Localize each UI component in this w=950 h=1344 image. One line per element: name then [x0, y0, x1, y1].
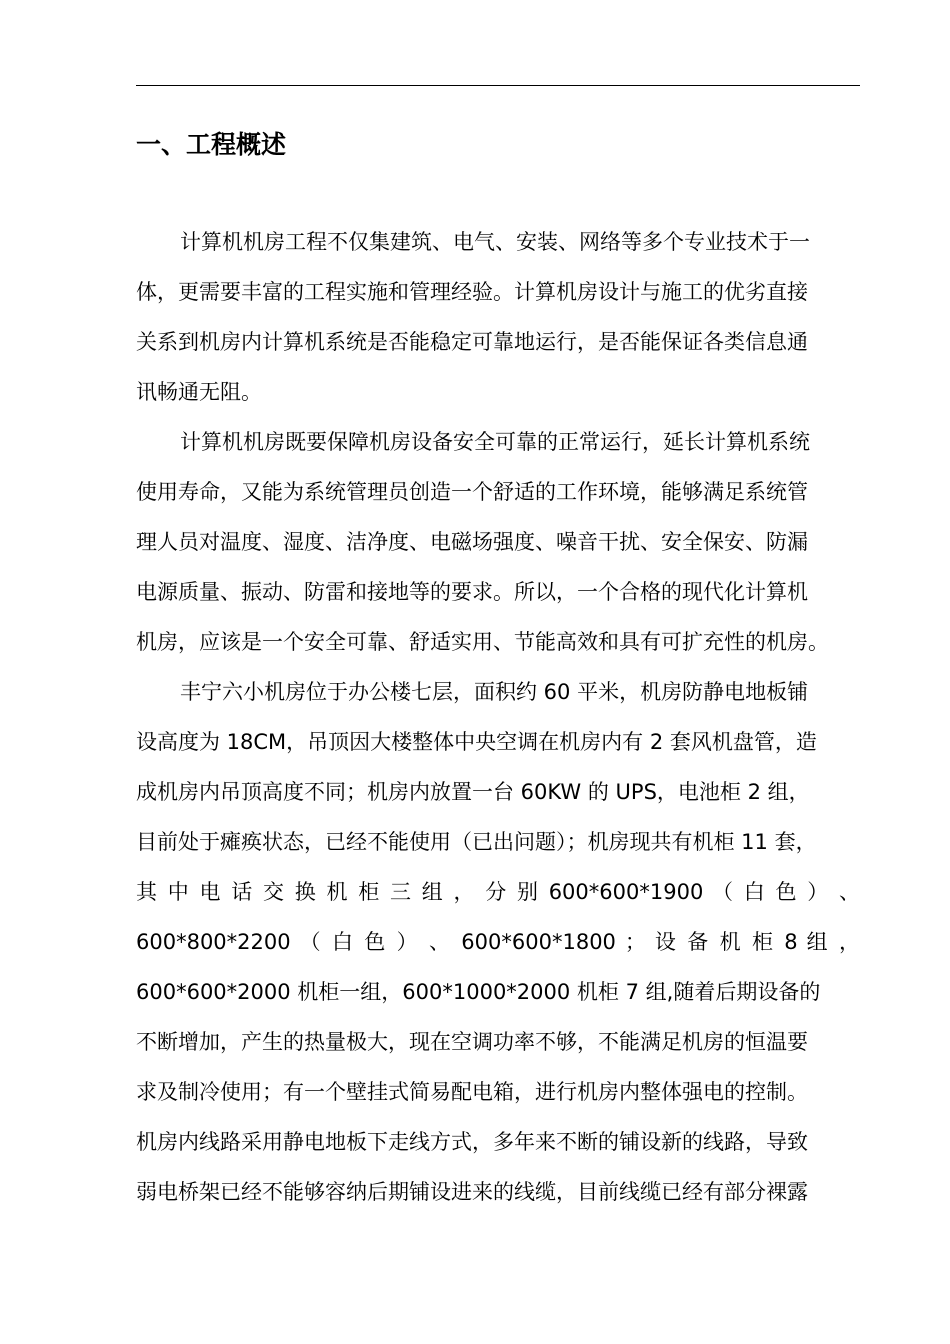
text-line — [136, 317, 860, 367]
text-line-content: 弱电桥架已经不能够容纳后期铺设进来的线缆，目前线缆已经有部分裸露 — [136, 1180, 808, 1204]
text-line — [136, 917, 860, 967]
text-line-content: 体，更需要丰富的工程实施和管理经验。计算机房设计与施工的优劣直接 — [136, 280, 808, 304]
text-line — [136, 217, 860, 267]
text-line-content: 求及制冷使用；有一个壁挂式简易配电箱，进行机房内整体强电的控制。 — [136, 1080, 808, 1104]
text-line — [136, 1167, 860, 1217]
text-line-content: 电源质量、振动、防雷和接地等的要求。所以，一个合格的现代化计算机 — [136, 580, 808, 604]
text-line — [136, 867, 860, 917]
section-heading: 一、工程概述 — [136, 130, 287, 159]
text-line-content: 不断增加，产生的热量极大，现在空调功率不够，不能满足机房的恒温要 — [136, 1030, 808, 1054]
text-line — [136, 517, 860, 567]
text-line-content: 关系到机房内计算机系统是否能稳定可靠地运行，是否能保证各类信息通 — [136, 330, 808, 354]
text-line — [136, 567, 860, 617]
text-line — [136, 717, 860, 767]
text-line — [136, 267, 860, 317]
text-line-content: 计算机机房工程不仅集建筑、电气、安装、网络等多个专业技术于一 — [180, 230, 810, 254]
text-line — [136, 967, 860, 1017]
text-line — [136, 767, 860, 817]
text-line — [136, 467, 860, 517]
text-line — [136, 667, 860, 717]
text-line-content: 使用寿命，又能为系统管理员创造一个舒适的工作环境，能够满足系统管 — [136, 480, 808, 504]
text-line-content: 理人员对温度、湿度、洁净度、电磁场强度、噪音干扰、安全保安、防漏 — [136, 530, 808, 554]
text-line-content: 计算机机房既要保障机房设备安全可靠的正常运行，延长计算机系统 — [180, 430, 810, 454]
header-rule — [136, 85, 860, 86]
text-line-content: 机房内线路采用静电地板下走线方式，多年来不断的铺设新的线路，导致 — [136, 1130, 808, 1154]
text-line-content: 成机房内吊顶高度不同；机房内放置一台 60KW 的 UPS，电池柜 2 组， — [136, 780, 810, 804]
text-line-content: 丰宁六小机房位于办公楼七层，面积约 60 平米，机房防静电地板铺 — [180, 680, 809, 704]
text-line-content: 其 中 电 话 交 换 机 柜 三 组 ， 分 别 600*600*1900 （ 白 色 ） 、 — [136, 880, 860, 904]
text-line-content: 目前处于瘫痪状态，已经不能使用（已出问题）；机房现共有机柜 11 套， — [136, 830, 817, 854]
text-line-content: 600*600*2000 机柜一组，600*1000*2000 机柜 7 组,随着后期设备的 — [136, 980, 821, 1004]
text-line-content: 设高度为 18CM，吊顶因大楼整体中央空调在机房内有 2 套风机盘管，造 — [136, 730, 817, 754]
text-line-content: 讯畅通无阻。 — [136, 380, 262, 404]
text-line — [136, 417, 860, 467]
text-line — [136, 367, 860, 417]
text-line — [136, 617, 860, 667]
text-line — [136, 1117, 860, 1167]
text-line — [136, 1017, 860, 1067]
text-line — [136, 817, 860, 867]
text-line-content: 600*800*2200 （ 白 色 ） 、 600*600*1800 ； 设 备 机 柜 8 组 ， — [136, 930, 860, 954]
body-text — [136, 217, 860, 1217]
text-line-content: 机房，应该是一个安全可靠、舒适实用、节能高效和具有可扩充性的机房。 — [136, 630, 829, 654]
text-line — [136, 1067, 860, 1117]
